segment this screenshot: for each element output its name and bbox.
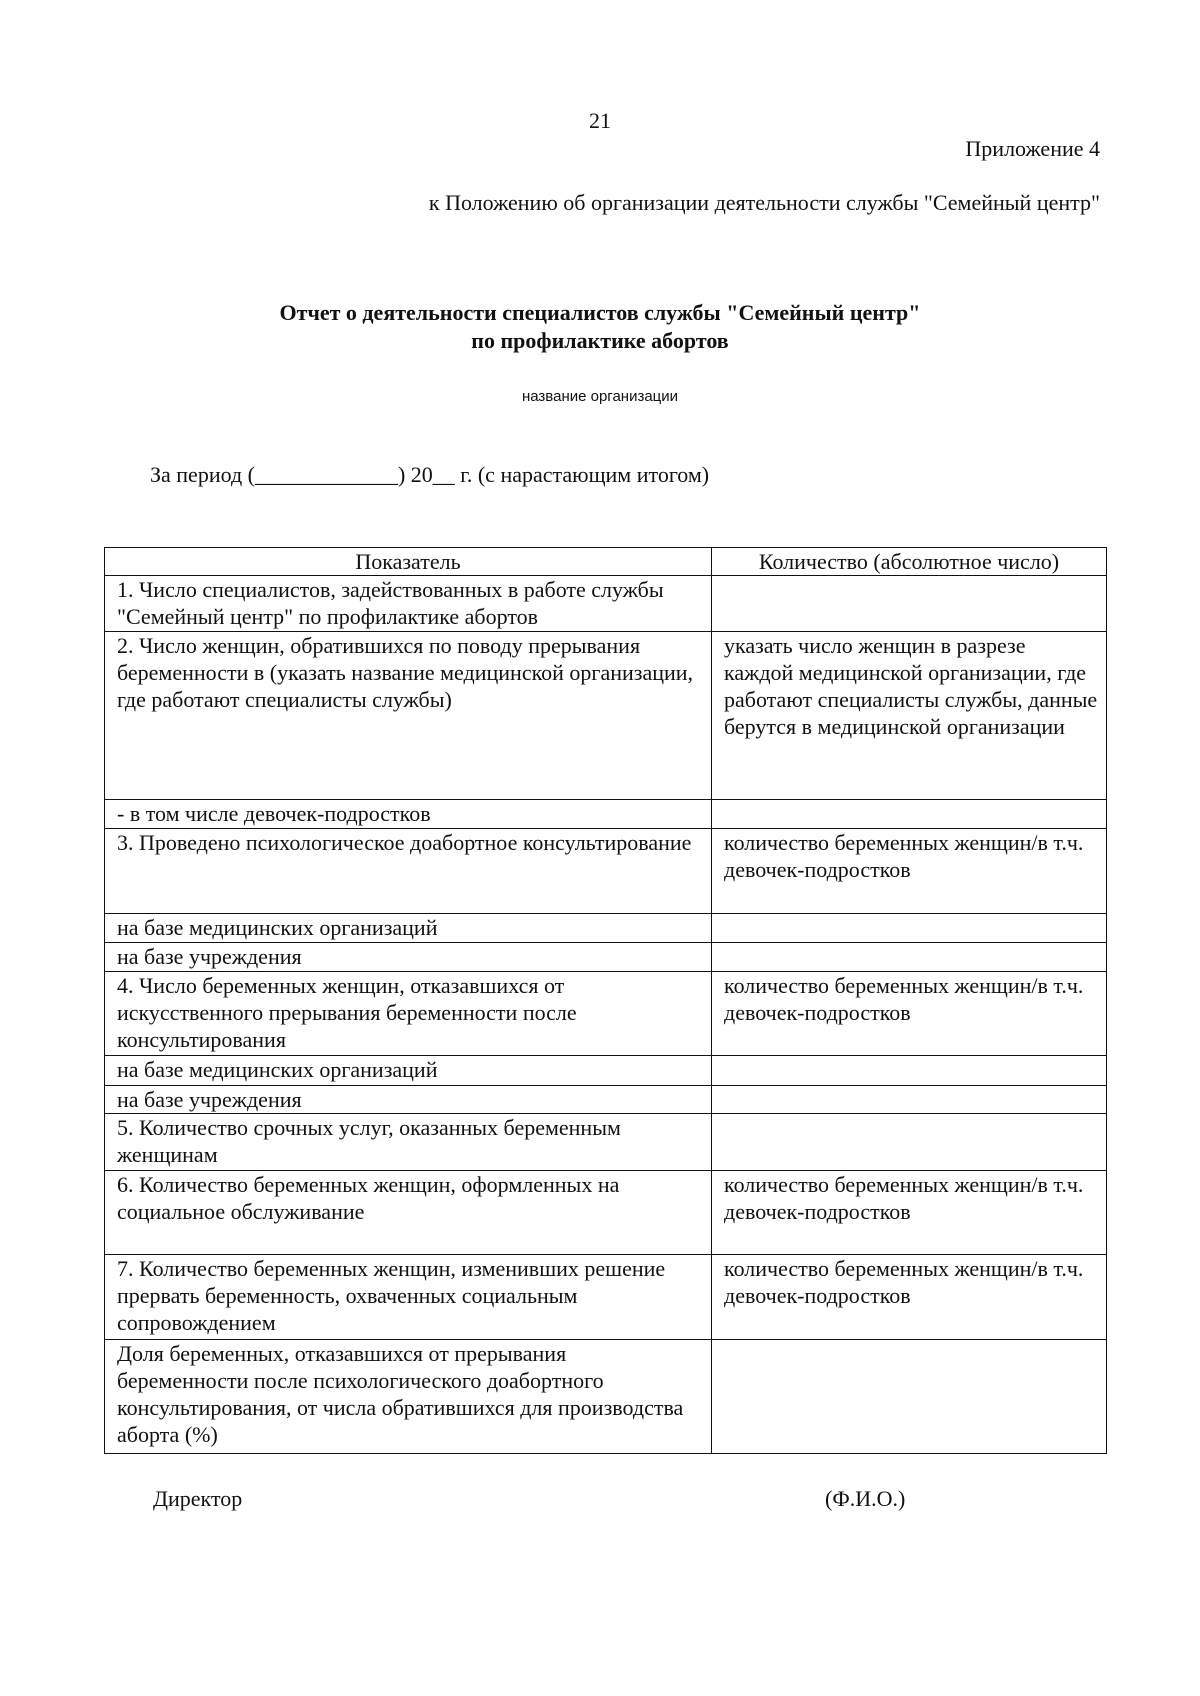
indicator-cell: на базе медицинских организаций xyxy=(105,1056,712,1086)
indicator-cell: 3. Проведено психологическое доабортное консультирование xyxy=(105,829,712,914)
quantity-cell: количество беременных женщин/в т.ч. девочек-подростков xyxy=(712,1171,1107,1255)
table-row xyxy=(105,943,1107,972)
indicator-cell: - в том числе девочек-подростков xyxy=(105,800,712,829)
table-row xyxy=(105,1086,1107,1114)
table-row xyxy=(105,1114,1107,1171)
quantity-cell: количество беременных женщин/в т.ч. девочек-подростков xyxy=(712,1255,1107,1340)
table-row xyxy=(105,576,1107,632)
quantity-cell: количество беременных женщин/в т.ч. девочек-подростков xyxy=(712,972,1107,1056)
table-row xyxy=(105,1255,1107,1340)
table-row xyxy=(105,632,1107,800)
quantity-cell xyxy=(712,914,1107,943)
indicator-cell: на базе учреждения xyxy=(105,943,712,972)
table-row xyxy=(105,1056,1107,1086)
indicator-cell: 1. Число специалистов, задействованных в работе службы "Семейный центр" по профилактике абортов xyxy=(105,576,712,632)
indicator-cell: 6. Количество беременных женщин, оформленных на социальное обслуживание xyxy=(105,1171,712,1255)
quantity-cell xyxy=(712,943,1107,972)
table-row xyxy=(105,972,1107,1056)
organization-name-label: название организации xyxy=(521,388,679,405)
quantity-cell xyxy=(712,800,1107,829)
indicator-cell: 7. Количество беременных женщин, изменивших решение прервать беременность, охваченных социальным сопровождением xyxy=(105,1255,712,1340)
period-line: За период (_____________) 20__ г. (с нарастающим итогом) xyxy=(150,462,710,487)
table-row xyxy=(105,829,1107,914)
indicator-cell: 5. Количество срочных услуг, оказанных беременным женщинам xyxy=(105,1114,712,1171)
table-row xyxy=(105,914,1107,943)
report-table xyxy=(104,547,1107,1454)
report-title-line1: Отчет о деятельности специалистов службы "Семейный центр" xyxy=(279,300,921,325)
quantity-cell xyxy=(712,1086,1107,1114)
indicator-cell: на базе медицинских организаций xyxy=(105,914,712,943)
table-row xyxy=(105,1340,1107,1454)
indicator-cell: 4. Число беременных женщин, отказавшихся от искусственного прерывания беременности после консультирования xyxy=(105,972,712,1056)
indicator-cell: Доля беременных, отказавшихся от прерывания беременности после психологического доабортного консультирования, от числа обратившихся для производства аборта (%) xyxy=(105,1340,712,1454)
quantity-cell xyxy=(712,1340,1107,1454)
indicator-cell: на базе учреждения xyxy=(105,1086,712,1114)
appendix-subtitle: к Положению об организации деятельности службы "Семейный центр" xyxy=(428,190,1100,215)
table-header-row xyxy=(105,548,1107,576)
report-title-line2: по профилактике абортов xyxy=(471,328,729,353)
page-number: 21 xyxy=(589,108,611,133)
quantity-cell: количество беременных женщин/в т.ч. девочек-подростков xyxy=(712,829,1107,914)
fio-label: (Ф.И.О.) xyxy=(825,1486,906,1511)
appendix-label: Приложение 4 xyxy=(965,136,1100,161)
quantity-cell: указать число женщин в разрезе каждой медицинской организации, где работают специалисты службы, данные берутся в медицинской организации xyxy=(712,632,1107,800)
quantity-cell xyxy=(712,1056,1107,1086)
table-row xyxy=(105,1171,1107,1255)
header-indicator: Показатель xyxy=(105,548,712,576)
quantity-cell xyxy=(712,1114,1107,1171)
director-label: Директор xyxy=(153,1486,243,1511)
quantity-cell xyxy=(712,576,1107,632)
header-quantity: Количество (абсолютное число) xyxy=(712,548,1107,576)
indicator-cell: 2. Число женщин, обратившихся по поводу прерывания беременности в (указать название медицинской организации, где работают специалисты службы) xyxy=(105,632,712,800)
table-row xyxy=(105,800,1107,829)
